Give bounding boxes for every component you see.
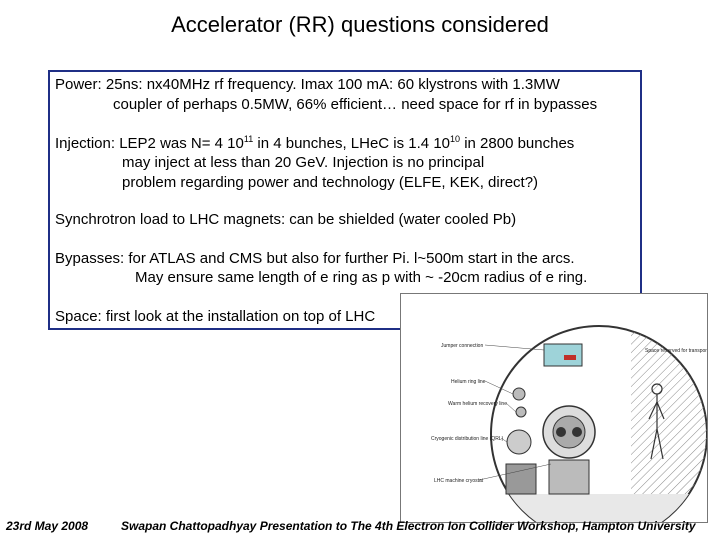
power-line-1: Power: 25ns: nx40MHz rf frequency. Imax 100 mA: 60 klystrons with 1.3MW: [55, 76, 560, 93]
qrl-pipe: [507, 430, 531, 454]
injection-exp-2: 10: [450, 134, 461, 144]
label-warm-helium: Warm helium recovery line: [448, 401, 507, 407]
power-line-2: coupler of perhaps 0.5MW, 66% efficient… need space for rf in bypasses: [113, 96, 598, 113]
injection-line-1: [55, 135, 574, 153]
synchrotron-line: Synchrotron load to LHC magnets: can be shielded (water cooled Pb): [55, 211, 517, 228]
beam-pipe-left: [556, 427, 566, 437]
cryostat-support: [549, 460, 589, 494]
warm-helium-pipe: [516, 407, 526, 417]
red-marker: [564, 355, 576, 360]
tunnel-diagram: [401, 294, 707, 522]
bypasses-line-1: Bypasses: for ATLAS and CMS but also for further Pi. l~500m start in the arcs.: [55, 250, 575, 267]
label-space-reserved: Space reserved for transport: [645, 348, 707, 354]
space-line: Space: first look at the installation on top of LHC: [55, 308, 376, 325]
footer-date: 23rd May 2008: [6, 519, 89, 533]
footer-credit: Swapan Chattopadhyay Presentation to The 4th Electron Ion Collider Workshop, Hampton University: [121, 519, 696, 533]
label-cryogenic: Cryogenic distribution line (QRL): [431, 436, 504, 442]
beam-pipe-right: [572, 427, 582, 437]
bypasses-line-2: May ensure same length of e ring as p with ~ -20cm radius of e ring.: [135, 269, 588, 286]
slide-title: Accelerator (RR) questions considered: [171, 12, 549, 37]
teal-box: [544, 344, 582, 366]
tunnel-cross-section-figure: [400, 293, 708, 523]
injection-text-c: in 2800 bunches: [460, 135, 575, 152]
injection-line-3: problem regarding power and technology (ELFE, KEK, direct?): [122, 174, 539, 191]
injection-text-a: Injection: LEP2 was N= 4 10: [55, 135, 244, 152]
label-cryostat: LHC machine cryostat: [434, 478, 484, 484]
injection-line-2: may inject at less than 20 GeV. Injection is no principal: [122, 154, 485, 171]
injection-exp-1: 11: [243, 134, 254, 144]
helium-ring-pipe: [513, 388, 525, 400]
label-helium-ring: Helium ring line: [451, 379, 486, 385]
label-jumper: Jumper connection: [441, 343, 484, 349]
injection-text-b: in 4 bunches, LHeC is 1.4 10: [253, 135, 451, 152]
tunnel-floor: [491, 494, 707, 522]
